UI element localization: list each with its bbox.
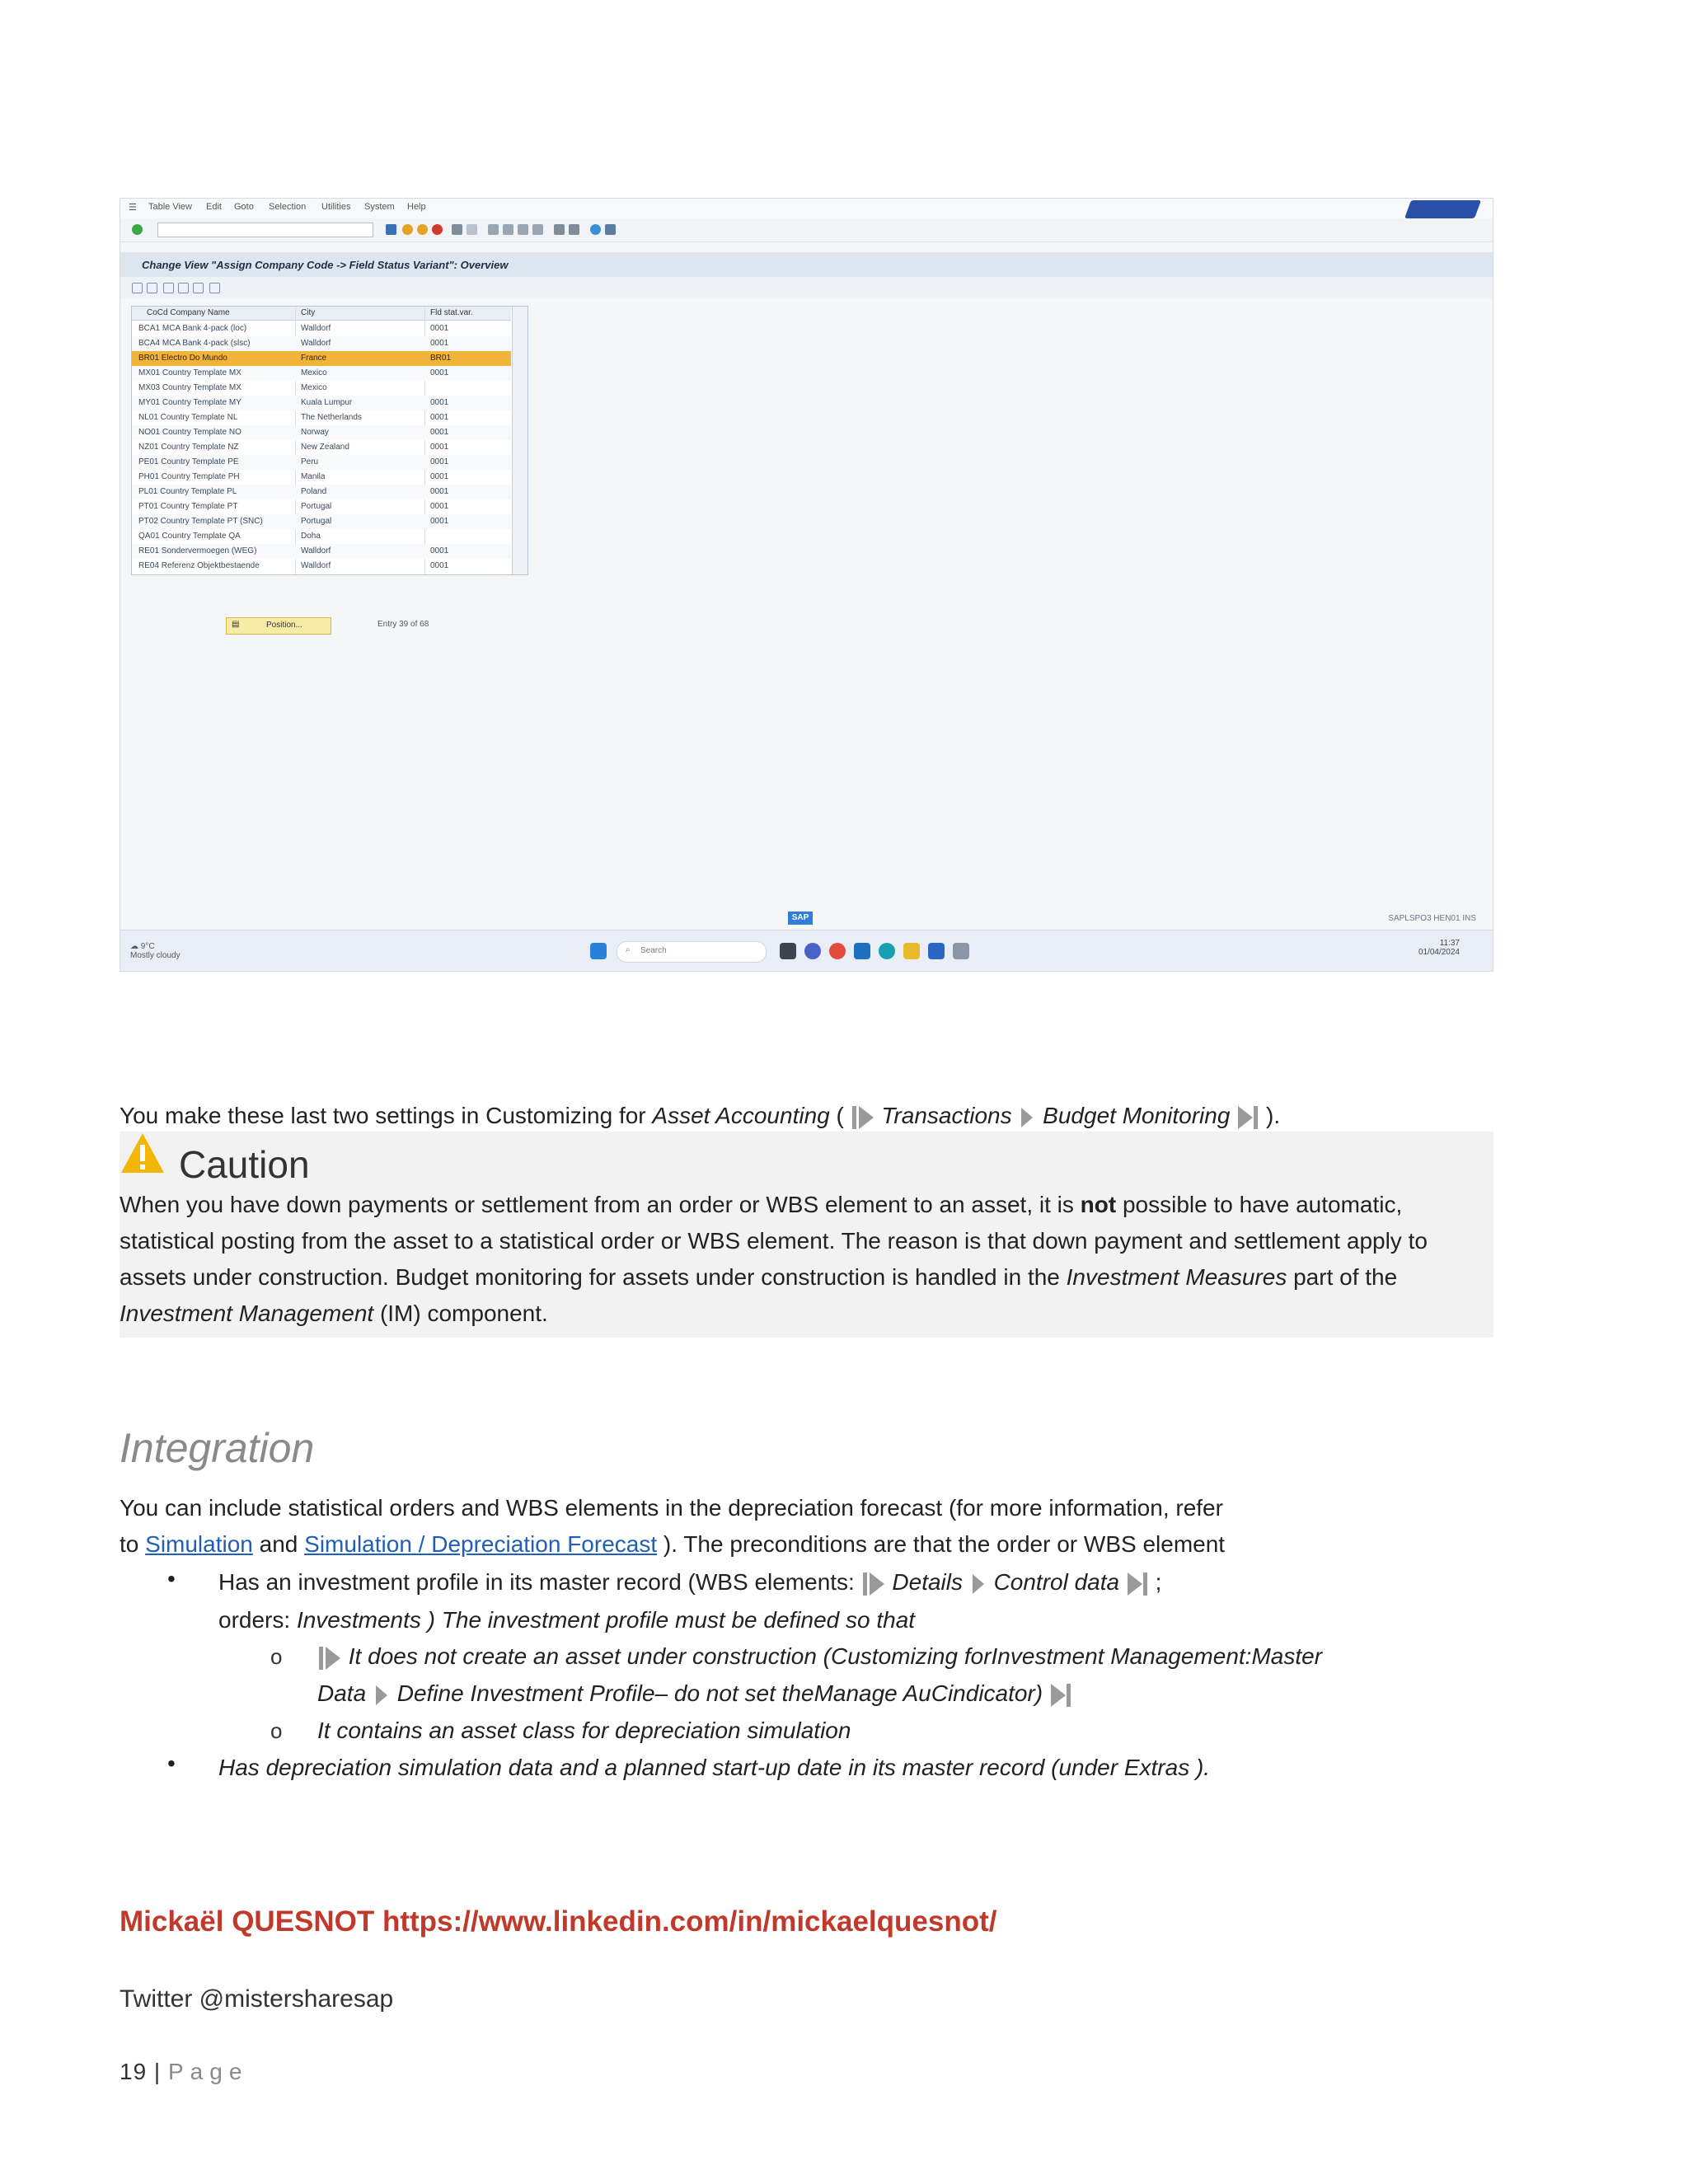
path-end-icon bbox=[1126, 1569, 1149, 1599]
column-header[interactable]: City bbox=[301, 308, 316, 317]
table-scrollbar[interactable] bbox=[512, 307, 528, 574]
window-controls[interactable] bbox=[1404, 200, 1481, 218]
table-cell-company: PT01 Country Template PT bbox=[138, 502, 238, 511]
table-row[interactable] bbox=[132, 544, 511, 559]
chat-icon[interactable] bbox=[804, 943, 821, 959]
table-cell-company: PL01 Country Template PL bbox=[138, 487, 237, 496]
caution-italic: Investment Measures bbox=[1066, 1264, 1287, 1290]
exit-icon[interactable] bbox=[417, 224, 428, 235]
caution-italic: Investment Management bbox=[120, 1301, 374, 1326]
cancel-icon[interactable] bbox=[432, 224, 443, 235]
outlook-icon[interactable] bbox=[854, 943, 870, 959]
table-cell-company: PT02 Country Template PT (SNC) bbox=[138, 517, 263, 526]
path-start-icon bbox=[861, 1569, 886, 1599]
intro-prefix: You make these last two settings in Customizing for bbox=[120, 1103, 653, 1128]
table-cell-company: NO01 Country Template NO bbox=[138, 428, 241, 437]
table-cell-fsv: 0001 bbox=[430, 472, 449, 481]
taskbar-search[interactable] bbox=[617, 941, 767, 963]
path-end-icon bbox=[1236, 1103, 1259, 1132]
table-row[interactable] bbox=[132, 351, 511, 366]
table-row[interactable] bbox=[132, 559, 511, 574]
position-icon: ▤ bbox=[232, 620, 240, 629]
caution-text: (IM) component. bbox=[373, 1301, 548, 1326]
table-cell-company: RE04 Referenz Objektbestaende bbox=[138, 561, 260, 570]
sub-bullet-marker: o bbox=[270, 1644, 283, 1669]
bullet-italic: ) The investment profile must be defined so that bbox=[420, 1607, 916, 1633]
windows-start-icon[interactable] bbox=[590, 943, 607, 959]
path-start-icon bbox=[851, 1103, 875, 1132]
find-icon[interactable] bbox=[467, 224, 477, 235]
table-cell-company: QA01 Country Template QA bbox=[138, 532, 241, 541]
intro-open-paren: ( bbox=[829, 1103, 844, 1128]
copy-icon[interactable] bbox=[163, 283, 174, 293]
caution-bold: not bbox=[1080, 1192, 1117, 1217]
table-row[interactable] bbox=[132, 321, 511, 336]
screen-title-bar bbox=[120, 252, 1493, 277]
table-cell-city: Mexico bbox=[301, 383, 327, 392]
file-explorer-icon[interactable] bbox=[903, 943, 920, 959]
table-cell-city: Walldorf bbox=[301, 324, 331, 333]
new-entries-icon[interactable] bbox=[147, 283, 157, 293]
page-separator: | bbox=[147, 2059, 168, 2084]
system-toolbar bbox=[120, 218, 1493, 242]
path-separator-icon bbox=[1018, 1103, 1036, 1132]
save-icon[interactable] bbox=[386, 224, 396, 235]
table-cell-city: Poland bbox=[301, 487, 327, 496]
sub-bullet-item-1 bbox=[317, 1638, 1322, 1675]
table-cell-company: PE01 Country Template PE bbox=[138, 457, 239, 466]
path-separator-icon bbox=[969, 1569, 987, 1599]
app-icon[interactable] bbox=[953, 943, 969, 959]
table-cell-fsv: 0001 bbox=[430, 398, 449, 407]
table-row[interactable] bbox=[132, 499, 511, 514]
table-cell-company: BR01 Electro Do Mundo bbox=[138, 354, 227, 363]
system-info[interactable]: SAPLSPO3 HEN01 INS bbox=[1388, 914, 1476, 923]
bullet-item-1 bbox=[218, 1564, 1161, 1601]
table-cell-fsv: 0001 bbox=[430, 457, 449, 466]
table-row[interactable] bbox=[132, 485, 511, 499]
menu-goto[interactable]: Goto bbox=[234, 202, 254, 212]
menu-selection[interactable]: Selection bbox=[269, 202, 307, 212]
sap-screenshot bbox=[120, 198, 1493, 972]
sap-gui-icon[interactable] bbox=[928, 943, 945, 959]
clock-time: 11:37 bbox=[1439, 939, 1460, 948]
column-header[interactable]: CoCd Company Name bbox=[147, 308, 230, 317]
table-row[interactable] bbox=[132, 425, 511, 440]
table-cell-city: Mexico bbox=[301, 368, 327, 377]
menu-table-view[interactable]: Table View bbox=[148, 202, 192, 212]
path-end-icon bbox=[1049, 1680, 1072, 1710]
intro-crumb-2: Budget Monitoring bbox=[1043, 1103, 1231, 1128]
company-code-table bbox=[131, 306, 528, 575]
bullet-italic: Investments bbox=[296, 1607, 421, 1633]
table-row[interactable] bbox=[132, 529, 511, 544]
table-cell-company: MX03 Country Template MX bbox=[138, 383, 241, 392]
intro-crumb-1: Transactions bbox=[881, 1103, 1012, 1128]
undo-icon[interactable] bbox=[193, 283, 204, 293]
menu-edit[interactable]: Edit bbox=[206, 202, 222, 212]
table-cell-fsv: 0001 bbox=[430, 561, 449, 570]
table-cell-city: Peru bbox=[301, 457, 319, 466]
bullet-text: Has an investment profile in its master record (WBS elements: bbox=[218, 1569, 861, 1595]
table-cell-fsv: BR01 bbox=[430, 354, 452, 363]
sub-bullet-item-2: It contains an asset class for depreciation simulation bbox=[317, 1718, 851, 1743]
table-cell-fsv: 0001 bbox=[430, 502, 449, 511]
prev-page-icon[interactable] bbox=[503, 224, 513, 235]
bullet-crumb-1: Details bbox=[892, 1569, 963, 1595]
table-cell-fsv: 0001 bbox=[430, 487, 449, 496]
table-header bbox=[132, 307, 511, 321]
menu-icon[interactable]: ☰ bbox=[129, 203, 137, 213]
caution-text: possible to have automatic, statistical posting from the asset to a statistical order or WBS element. The reason is that down payment and settlement apply to assets under construction. Budget monitoring for assets under construction is handled in the bbox=[120, 1192, 1428, 1290]
last-page-icon[interactable] bbox=[532, 224, 543, 235]
table-row[interactable] bbox=[132, 410, 511, 425]
sub-bullet-text: Data bbox=[317, 1680, 367, 1706]
table-row[interactable] bbox=[132, 396, 511, 410]
page-label: Page bbox=[168, 2059, 249, 2084]
caution-body bbox=[120, 1187, 1493, 1332]
integration-heading: Integration bbox=[120, 1425, 315, 1471]
column-header[interactable]: Fld stat.var. bbox=[430, 308, 473, 317]
sub-bullet-item-1-line-2 bbox=[317, 1675, 1072, 1712]
layout-icon[interactable] bbox=[605, 224, 616, 235]
table-cell-city: The Netherlands bbox=[301, 413, 362, 422]
table-cell-fsv: 0001 bbox=[430, 339, 449, 348]
search-placeholder: Search bbox=[640, 946, 667, 955]
application-toolbar bbox=[120, 277, 1493, 298]
author-line: Mickaël QUESNOT https://www.linkedin.com/in/mickaelquesnot/ bbox=[120, 1905, 997, 1938]
table-cell-city: Portugal bbox=[301, 502, 332, 511]
sub-bullet-text: It does not create an asset under construction (Customizing forInvestment Management:Master bbox=[348, 1643, 1323, 1669]
edge-icon[interactable] bbox=[879, 943, 895, 959]
table-row[interactable] bbox=[132, 514, 511, 529]
weather-temp: 9°C bbox=[140, 942, 155, 951]
table-cell-fsv: 0001 bbox=[430, 324, 449, 333]
screen-title: Change View "Assign Company Code -> Field Status Variant": Overview bbox=[142, 259, 509, 271]
table-cell-fsv: 0001 bbox=[430, 428, 449, 437]
sap-logo: SAP bbox=[788, 912, 813, 925]
page-number-value: 19 bbox=[120, 2059, 148, 2084]
table-row[interactable] bbox=[132, 470, 511, 485]
table-row[interactable] bbox=[132, 455, 511, 470]
table-cell-city: France bbox=[301, 354, 327, 363]
bullet-marker: • bbox=[167, 1566, 176, 1591]
sub-bullet-text: Define Investment Profile– do not set theManage AuCindicator) bbox=[396, 1680, 1043, 1706]
table-cell-city: Walldorf bbox=[301, 339, 331, 348]
integration-text: ). The preconditions are that the order or WBS element bbox=[657, 1531, 1226, 1557]
table-row[interactable] bbox=[132, 381, 511, 396]
depreciation-forecast-link[interactable]: Simulation / Depreciation Forecast bbox=[304, 1531, 658, 1557]
table-cell-company: BCA4 MCA Bank 4-pack (slsc) bbox=[138, 339, 251, 348]
table-cell-company: NZ01 Country Template NZ bbox=[138, 443, 239, 452]
print-icon[interactable] bbox=[452, 224, 462, 235]
page-number bbox=[120, 2055, 248, 2088]
table-cell-city: Doha bbox=[301, 532, 321, 541]
table-cell-fsv: 0001 bbox=[430, 517, 449, 526]
table-cell-fsv: 0001 bbox=[430, 413, 449, 422]
task-view-icon[interactable] bbox=[780, 943, 796, 959]
caution-text: When you have down payments or settlement from an order or WBS element to an asset, it is bbox=[120, 1192, 1081, 1217]
bullet-text: orders: bbox=[218, 1607, 297, 1633]
caution-text: part of the bbox=[1287, 1264, 1398, 1290]
menu-bar bbox=[120, 199, 1493, 218]
table-cell-fsv: 0001 bbox=[430, 368, 449, 377]
taskbar-clock[interactable] bbox=[1418, 939, 1460, 957]
path-start-icon bbox=[317, 1643, 342, 1673]
warning-icon bbox=[120, 1132, 166, 1174]
weather-icon: ☁ bbox=[130, 942, 138, 951]
bullet-marker: • bbox=[167, 1750, 176, 1776]
table-cell-city: Walldorf bbox=[301, 561, 331, 570]
position-button[interactable] bbox=[226, 617, 331, 635]
integration-paragraph bbox=[120, 1490, 1438, 1563]
table-cell-city: Manila bbox=[301, 472, 326, 481]
table-cell-company: BCA1 MCA Bank 4-pack (loc) bbox=[138, 324, 247, 333]
enter-icon[interactable] bbox=[132, 224, 143, 235]
windows-taskbar bbox=[120, 930, 1493, 972]
bullet-crumb-2: Control data bbox=[993, 1569, 1120, 1595]
back-icon[interactable] bbox=[402, 224, 413, 235]
integration-text: to bbox=[120, 1531, 146, 1557]
clock-date: 01/04/2024 bbox=[1418, 948, 1460, 957]
entry-counter: Entry 39 of 68 bbox=[377, 620, 429, 629]
table-cell-company: PH01 Country Template PH bbox=[138, 472, 240, 481]
chrome-icon[interactable] bbox=[829, 943, 846, 959]
menu-utilities[interactable]: Utilities bbox=[321, 202, 351, 212]
help-icon[interactable] bbox=[590, 224, 601, 235]
integration-text: You can include statistical orders and WBS elements in the depreciation forecast (for more information, refer bbox=[120, 1495, 1223, 1521]
table-row[interactable] bbox=[132, 366, 511, 381]
delete-icon[interactable] bbox=[178, 283, 189, 293]
table-cell-city: Kuala Lumpur bbox=[301, 398, 353, 407]
table-cell-company: NL01 Country Template NL bbox=[138, 413, 238, 422]
command-field[interactable] bbox=[157, 223, 373, 237]
table-cell-city: Walldorf bbox=[301, 546, 331, 555]
table-row[interactable] bbox=[132, 440, 511, 455]
menu-system[interactable]: System bbox=[364, 202, 395, 212]
intro-paragraph bbox=[120, 1098, 1521, 1134]
search-icon: ⌕ bbox=[626, 945, 631, 954]
table-row[interactable] bbox=[132, 336, 511, 351]
twitter-handle: Twitter @mistersharesap bbox=[120, 1985, 394, 2013]
select-all-icon[interactable] bbox=[209, 283, 220, 293]
bullet-item-1-line-2 bbox=[218, 1602, 915, 1638]
position-label: Position... bbox=[266, 621, 302, 630]
table-cell-city: Portugal bbox=[301, 517, 332, 526]
first-page-icon[interactable] bbox=[488, 224, 499, 235]
bullet-item-2: Has depreciation simulation data and a planned start-up date in its master record (under Extras ). bbox=[218, 1755, 1211, 1780]
new-session-icon[interactable] bbox=[554, 224, 565, 235]
weather-desc: Mostly cloudy bbox=[130, 951, 181, 960]
display-change-icon[interactable] bbox=[132, 283, 143, 293]
table-cell-company: RE01 Sondervermoegen (WEG) bbox=[138, 546, 257, 555]
intro-app: Asset Accounting bbox=[652, 1103, 830, 1128]
shortcut-icon[interactable] bbox=[569, 224, 579, 235]
sub-bullet-marker: o bbox=[270, 1718, 283, 1743]
integration-text: and bbox=[252, 1531, 305, 1557]
table-cell-city: New Zealand bbox=[301, 443, 349, 452]
table-cell-fsv: 0001 bbox=[430, 546, 449, 555]
next-page-icon[interactable] bbox=[518, 224, 528, 235]
menu-help[interactable]: Help bbox=[407, 202, 426, 212]
table-cell-company: MY01 Country Template MY bbox=[138, 398, 241, 407]
bullet-text: ; bbox=[1155, 1569, 1162, 1595]
table-cell-fsv: 0001 bbox=[430, 443, 449, 452]
path-separator-icon bbox=[373, 1680, 391, 1710]
table-cell-city: Norway bbox=[301, 428, 329, 437]
weather-widget[interactable] bbox=[130, 942, 181, 960]
caution-title: Caution bbox=[179, 1143, 310, 1186]
simulation-link[interactable]: Simulation bbox=[145, 1531, 253, 1557]
status-bar bbox=[120, 910, 1493, 928]
intro-close-paren: ). bbox=[1266, 1103, 1281, 1128]
table-cell-company: MX01 Country Template MX bbox=[138, 368, 241, 377]
